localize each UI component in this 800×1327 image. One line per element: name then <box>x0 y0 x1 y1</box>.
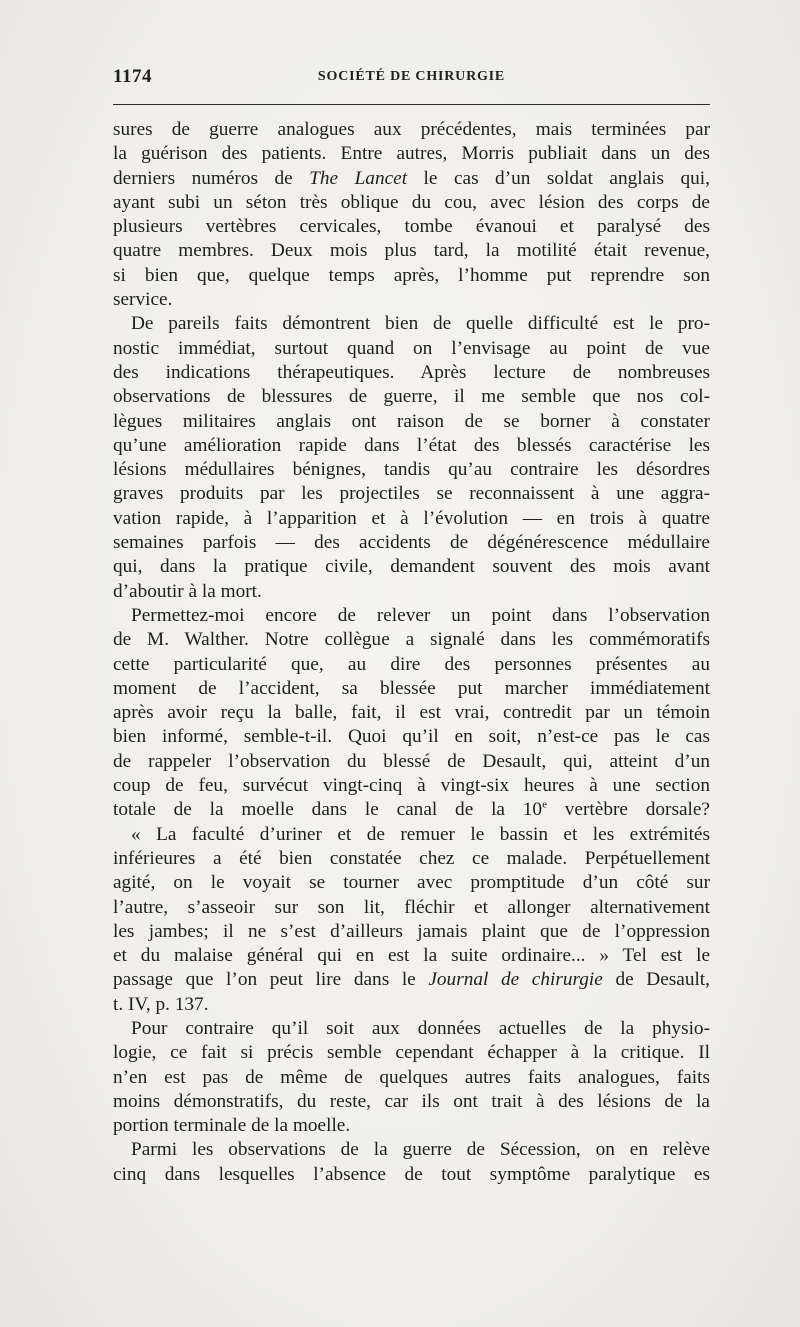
text-line: vation rapide, à l’apparition et à l’évolution — en trois à quatre <box>113 507 710 529</box>
text-line: cette particularité que, au dire des personnes présentes au <box>113 653 710 675</box>
text-line: les jambes; il ne s’est d’ailleurs jamais plaint que de l’oppression <box>113 920 710 942</box>
text-line: bien informé, semble-t-il. Quoi qu’il en soit, n’est-ce pas le cas <box>113 726 710 748</box>
text-line: moment de l’accident, sa blessée put marcher immédiatement <box>113 677 710 699</box>
page-header <box>113 66 710 92</box>
text-line: d’aboutir à la mort. <box>113 580 262 602</box>
text-line: si bien que, quelque temps après, l’homme put reprendre son <box>113 264 710 286</box>
text-line: lègues militaires anglais ont raison de se borner à constater <box>113 410 710 432</box>
text-line: semaines parfois — des accidents de dégénérescence médullaire <box>113 532 710 554</box>
text-line: t. IV, p. 137. <box>113 993 209 1015</box>
text-line: cinq dans lesquelles l’absence de tout symptôme paralytique es <box>113 1163 710 1185</box>
text-line: portion terminale de la moelle. <box>113 1115 351 1137</box>
text-line: sures de guerre analogues aux précédentes, mais terminées par <box>113 119 710 140</box>
paragraph-start: « La faculté d’uriner et de remuer le bassin et les extrémités <box>131 823 710 845</box>
text-line: et du malaise général qui en est la suite ordinaire... » Tel est le <box>113 945 710 967</box>
text-line: logie, ce fait si précis semble cependant échapper à la critique. Il <box>113 1042 710 1064</box>
text-line: de M. Walther. Notre collègue a signalé dans les commémoratifs <box>113 629 710 651</box>
text-line: graves produits par les projectiles se reconnaissent à une aggra- <box>113 483 710 505</box>
journal-title: The Lancet <box>309 167 408 189</box>
text-line: observations de blessures de guerre, il me semble que nos col- <box>113 386 710 408</box>
text-line: des indications thérapeutiques. Après lecture de nombreuses <box>113 361 710 383</box>
text-line: agité, on le voyait se tourner avec promptitude d’un côté sur <box>113 872 710 894</box>
body-text <box>113 118 710 1187</box>
running-title: SOCIÉTÉ DE CHIRURGIE <box>317 69 506 84</box>
text-line: l’autre, s’asseoir sur son lit, fléchir et allonger alternativement <box>113 896 710 918</box>
text-line: nostic immédiat, surtout quand on l’envisage au point de vue <box>113 337 710 359</box>
paragraph-start: Pour contraire qu’il soit aux données actuelles de la physio- <box>131 1017 710 1039</box>
text-line: ayant subi un séton très oblique du cou, avec lésion des corps de <box>113 191 710 213</box>
paragraph-start: Permettez-moi encore de relever un point dans l’observation <box>131 604 710 626</box>
journal-title: Journal de chirurgie <box>428 969 603 991</box>
text-line: coup de feu, survécut vingt-cinq à vingt-six heures à une section <box>113 775 710 797</box>
text-line: plusieurs vertèbres cervicales, tombe évanoui et paralysé des <box>113 216 710 238</box>
text-line: de rappeler l’observation du blessé de Desault, qui, atteint d’un <box>113 750 710 772</box>
text-line: quatre membres. Deux mois plus tard, la motilité était revenue, <box>113 240 710 262</box>
text-line: moins démonstratifs, du reste, car ils ont trait à des lésions de la <box>113 1090 710 1112</box>
text-line: la guérison des patients. Entre autres, Morris publiait dans un des <box>113 143 710 165</box>
text-line: inférieures a été bien constatée chez ce malade. Perpétuellement <box>113 847 710 869</box>
text-line: passage que l’on peut lire dans le Journal de chirurgie de Desault, <box>113 969 710 991</box>
text-line: après avoir reçu la balle, fait, il est vrai, contredit par un témoin <box>113 702 710 724</box>
header-rule <box>113 104 710 105</box>
text-line: lésions médullaires bénignes, tandis qu’au contraire les désordres <box>113 459 710 481</box>
paragraph-start: Parmi les observations de la guerre de Sécession, on en relève <box>131 1139 710 1161</box>
paragraph-start: De pareils faits démontrent bien de quelle difficulté est le pro- <box>131 313 710 335</box>
text-line: totale de la moelle dans le canal de la 10e vertèbre dorsale? <box>113 798 710 821</box>
text-line: qu’une amélioration rapide dans l’état des blessés caractérise les <box>113 434 710 456</box>
text-line: n’en est pas de même de quelques autres faits analogues, faits <box>113 1066 710 1088</box>
page-number: 1174 <box>113 66 152 87</box>
text-line: derniers numéros de The Lancet le cas d’un soldat anglais qui, <box>113 167 710 189</box>
text-line: service. <box>113 289 173 311</box>
superscript: e <box>542 798 547 811</box>
text-line: qui, dans la pratique civile, demandent souvent des mois avant <box>113 556 710 578</box>
